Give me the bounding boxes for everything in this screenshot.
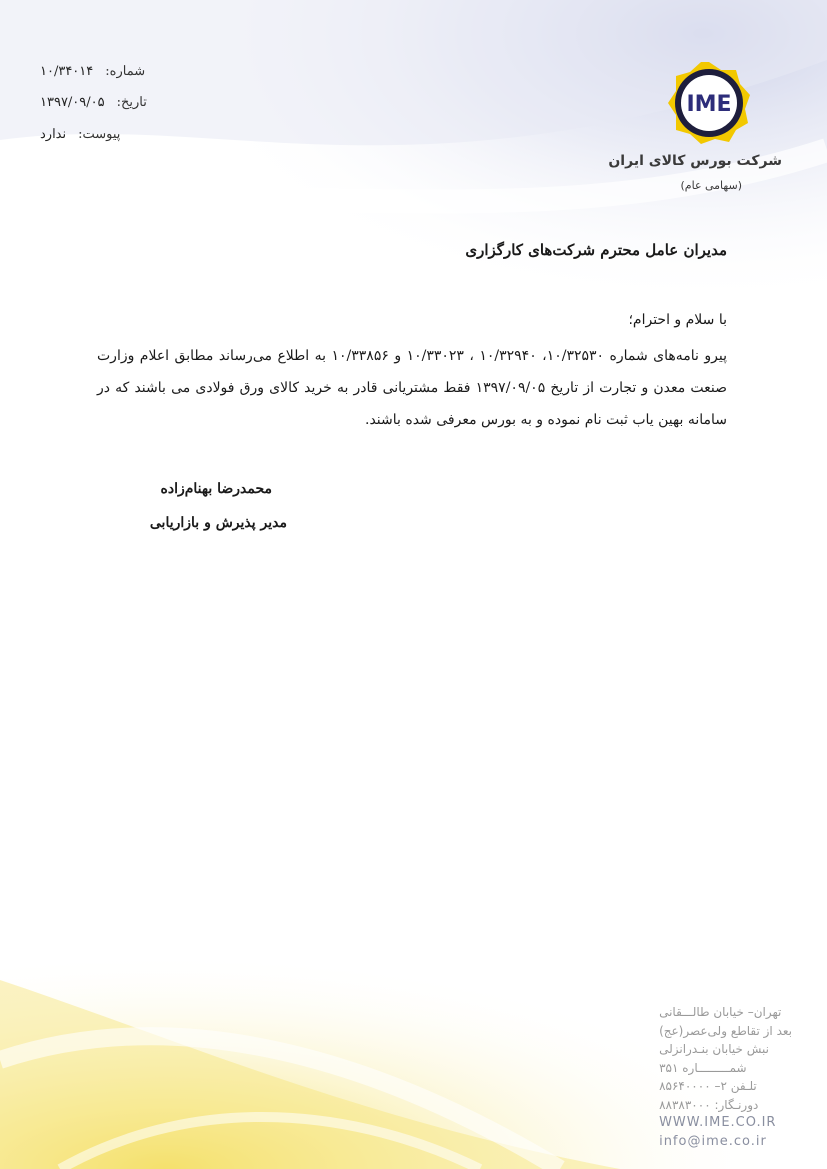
company-subtitle: (سهامی عام) [680,179,742,192]
greeting: با سلام و احترام؛ [628,312,727,328]
recipient: مدیران عامل محترم شرکت‌های کارگزاری [465,241,727,259]
date-row [40,95,180,110]
date-label: تاریخ: [116,95,147,110]
letter-body: پیرو نامه‌های شماره ۱۰/۳۲۵۳۰، ۱۰/۳۲۹۴۰ ، ۱۰/۳۳۰۲۳ و ۱۰/۳۳۸۵۶ به اطلاع می‌رساند مطابق اعلام وزارت صنعت معدن و تجارت از تاریخ ۱۳۹۷/۰۹/۰۵ فقط مشتریانی قادر به خرید کالای ورق فولادی می باشند که در سامانه بهین یاب ثبت نام نموده و به بورس معرفی شده باشند. [97,348,728,428]
address-line: بعد از تقاطع ولی‌عصر(عج) [659,1023,792,1038]
attachment-row [40,127,180,142]
signer-title: مدیر پذیرش و بازاریابی [149,515,287,531]
attachment-label: پیوست: [78,127,121,142]
website-link[interactable]: WWW.IME.CO.IR [659,1115,777,1130]
phone: تلـفن ۲– ۸۵۶۴۰۰۰۰ [659,1079,757,1093]
address-line: شمـــــــــاره ۳۵۱ [659,1060,747,1075]
number-label: شماره: [105,64,146,79]
address-line: تهران– خیابان طالـــقانی [659,1005,782,1019]
fax: دورنـگار: ۸۸۳۸۳۰۰۰ [659,1097,759,1112]
email-link[interactable]: info@ime.co.ir [659,1133,767,1149]
attachment-value: ندارد [40,127,67,142]
signer-name: محمدرضا بهنام‌زاده [160,481,272,497]
address-line: نبش خیابان بنـدرانزلی [659,1042,769,1056]
logo-text: IME [686,92,732,117]
company-name: شرکت بورس کالای ایران [608,153,782,169]
company-logo [668,62,750,144]
footer-contact [659,1003,792,1151]
date-value: ۱۳۹۷/۰۹/۰۵ [40,95,105,110]
number-row [40,64,180,79]
number-value: ۱۰/۳۴۰۱۴ [40,64,94,79]
